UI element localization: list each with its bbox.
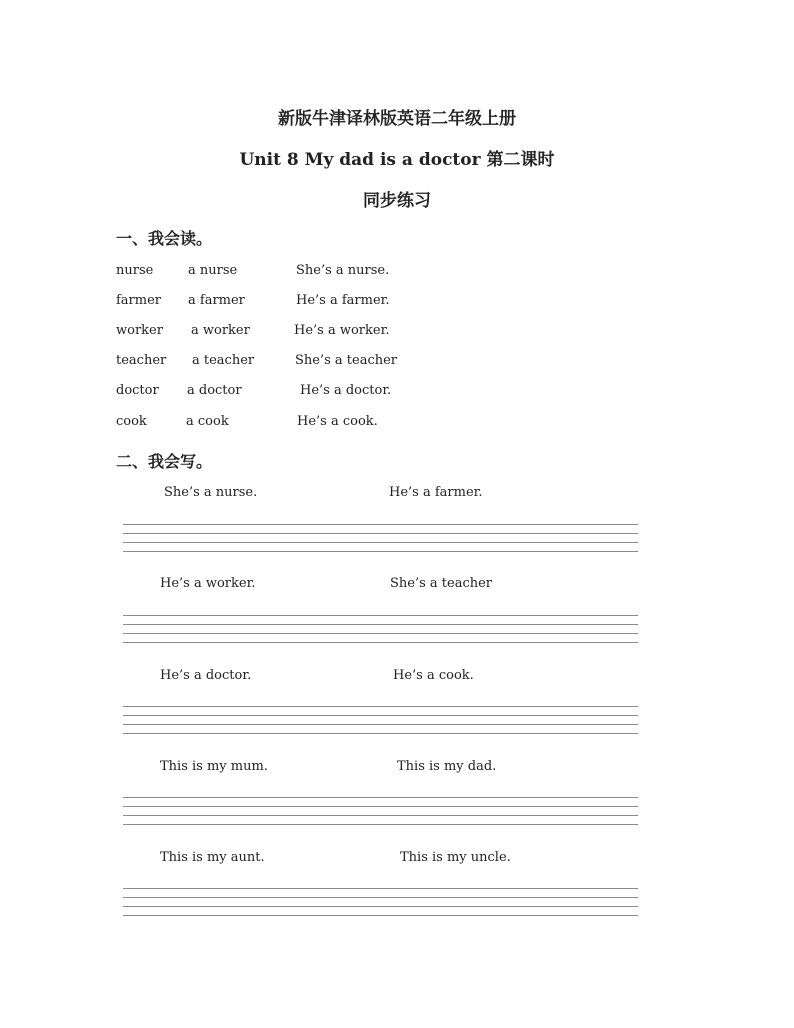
read-word: farmer <box>116 293 162 308</box>
write-prompt-left: She’s a nurse. <box>164 485 258 500</box>
writing-lines[interactable] <box>123 797 638 827</box>
read-row <box>0 414 794 432</box>
read-row <box>0 293 794 311</box>
read-sentence: She’s a nurse. <box>296 263 390 278</box>
writing-lines[interactable] <box>123 706 638 736</box>
writing-lines[interactable] <box>123 888 638 918</box>
writing-lines[interactable] <box>123 524 638 554</box>
read-sentence: He’s a farmer. <box>296 293 390 308</box>
write-prompt-left: He’s a doctor. <box>160 668 252 683</box>
read-phrase: a worker <box>191 323 250 338</box>
read-word: cook <box>116 414 147 429</box>
read-word: doctor <box>116 383 159 398</box>
section-2-heading: 二、我会写。 <box>116 452 213 471</box>
read-row <box>0 383 794 401</box>
read-row <box>0 323 794 341</box>
read-sentence: She’s a teacher <box>295 353 398 368</box>
write-prompt-right: This is my dad. <box>397 759 497 774</box>
read-phrase: a doctor <box>187 383 242 398</box>
read-phrase: a nurse <box>188 263 238 278</box>
write-prompt-right: He’s a farmer. <box>389 485 483 500</box>
write-prompt-left: This is my mum. <box>160 759 268 774</box>
read-phrase: a farmer <box>188 293 245 308</box>
read-sentence: He’s a worker. <box>294 323 390 338</box>
read-sentence: He’s a doctor. <box>300 383 392 398</box>
write-prompt-right: He’s a cook. <box>393 668 474 683</box>
writing-lines[interactable] <box>123 615 638 645</box>
read-row <box>0 263 794 281</box>
exercise-subtitle: 同步练习 <box>363 191 431 211</box>
write-prompt-left: He’s a worker. <box>160 576 256 591</box>
unit-title: Unit 8 My dad is a doctor 第二课时 <box>239 150 555 170</box>
read-sentence: He’s a cook. <box>297 414 378 429</box>
write-prompt-right: She’s a teacher <box>390 576 493 591</box>
document-title: 新版牛津译林版英语二年级上册 <box>278 109 516 129</box>
read-word: worker <box>116 323 163 338</box>
section-1-heading: 一、我会读。 <box>116 229 213 248</box>
read-word: teacher <box>116 353 167 368</box>
read-phrase: a cook <box>186 414 229 429</box>
write-prompt-left: This is my aunt. <box>160 850 265 865</box>
write-prompt-right: This is my uncle. <box>400 850 511 865</box>
read-row <box>0 353 794 371</box>
read-word: nurse <box>116 263 154 278</box>
read-phrase: a teacher <box>192 353 255 368</box>
